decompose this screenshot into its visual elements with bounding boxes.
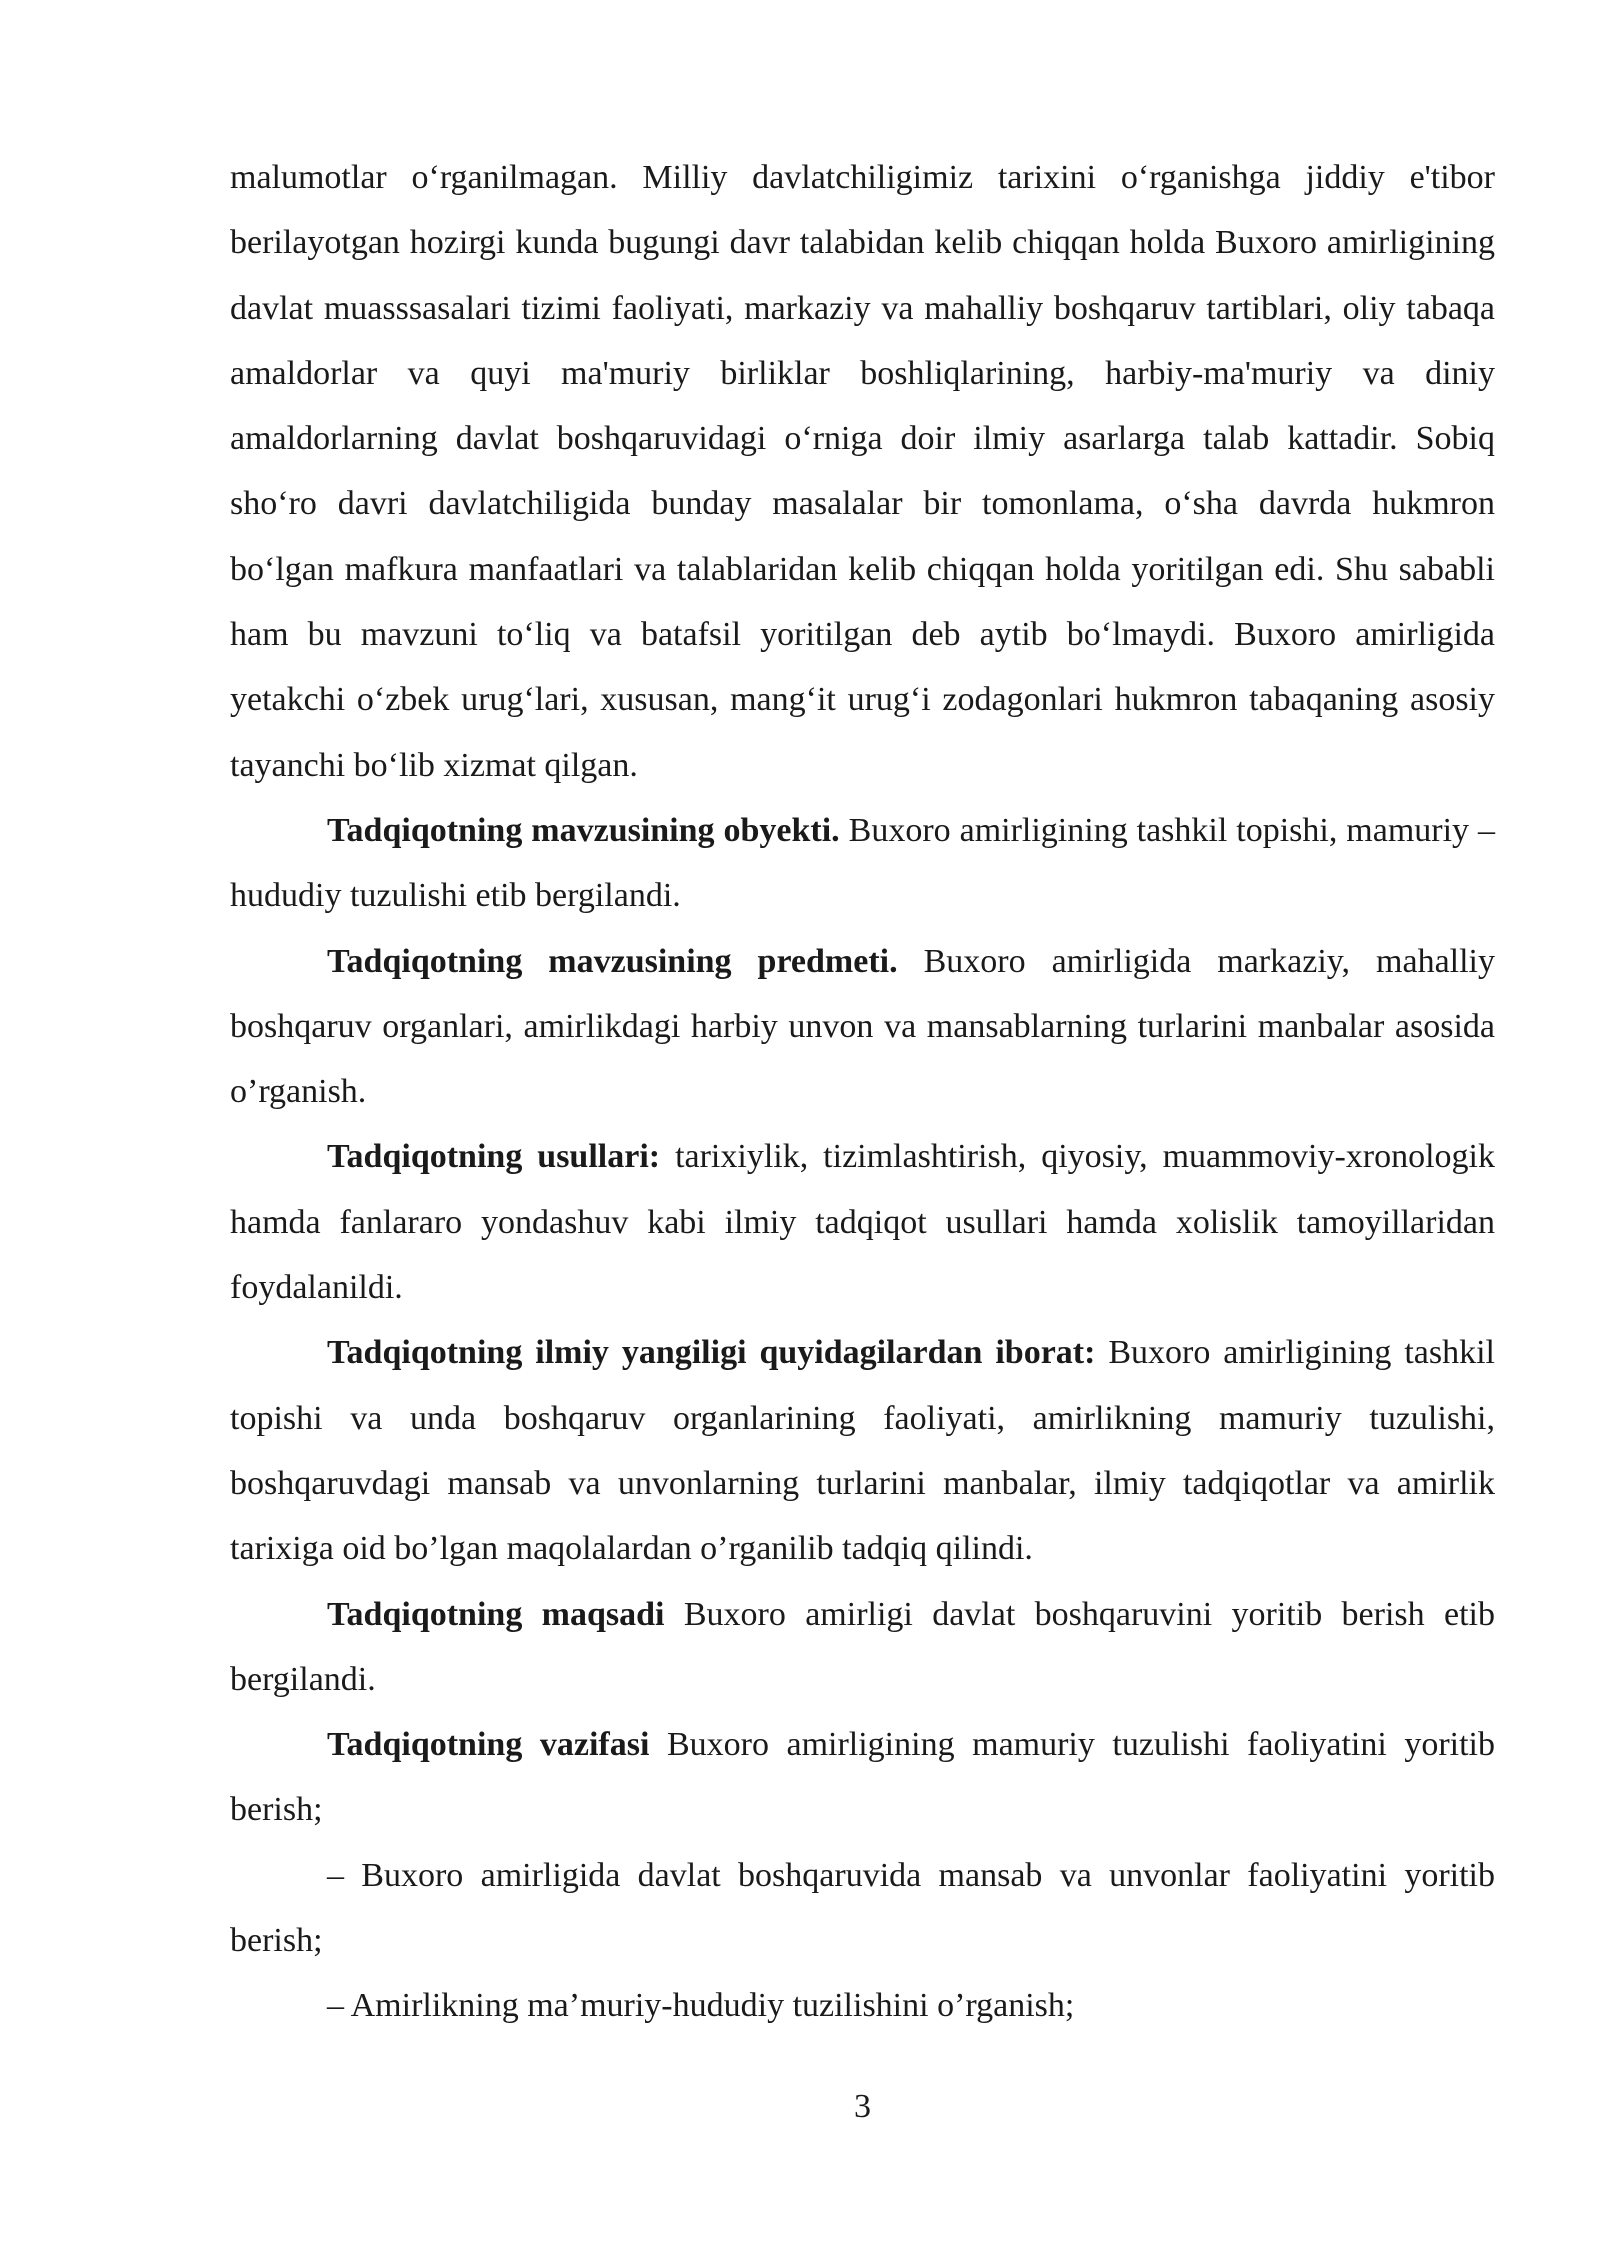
goal-heading: Tadqiqotning maqsadi — [327, 1595, 665, 1633]
task-paragraph — [230, 1712, 1495, 1843]
goal-paragraph — [230, 1582, 1495, 1713]
object-paragraph — [230, 798, 1495, 929]
novelty-paragraph — [230, 1320, 1495, 1581]
list-item: – Buxoro amirligida davlat boshqaruvida mansab va unvonlar faoliyatini yoritib berish; — [230, 1856, 1495, 1960]
methods-heading: Tadqiqotning usullari: — [327, 1138, 661, 1176]
page-number: 3 — [854, 2088, 871, 2125]
goal-text: Buxoro amirligi davlat boshqaruvini yoritib berish etib bergilandi. — [230, 1595, 1495, 1698]
subject-text: Buxoro amirligida markaziy, mahalliy boshqaruv organlari, amirlikdagi harbiy unvon va mansablarning turlarini manbalar asosida o’rganish. — [230, 942, 1495, 1111]
object-heading: Tadqiqotning mavzusining obyekti. — [327, 811, 840, 849]
document-body — [230, 145, 1495, 2039]
methods-paragraph — [230, 1124, 1495, 1320]
object-text: Buxoro amirligining tashkil topishi, mamuriy – hududiy tuzulishi etib bergilandi. — [230, 811, 1496, 915]
subject-heading: Tadqiqotning mavzusining predmeti. — [327, 942, 898, 980]
subject-paragraph — [230, 929, 1495, 1125]
novelty-heading: Tadqiqotning ilmiy yangiligi quyidagilardan iborat: — [327, 1334, 1096, 1372]
novelty-text: Buxoro amirligining tashkil topishi va unda boshqaruv organlarining faoliyati, amirlikning mamuriy tuzulishi, boshqaruvdagi mansab va unvonlarning turlarini manbalar, ilmiy tadqiqotlar va amirlik tarixiga oid bo’lgan maqolalardan o’rganilib tadqiq qilindi. — [230, 1334, 1495, 1568]
list-item: – Amirlikning ma’muriy-hududiy tuzilishini o’rganish; — [327, 1987, 1075, 2025]
task-heading: Tadqiqotning vazifasi — [327, 1726, 650, 1764]
intro-paragraph: malumotlar o‘rganilmagan. Milliy davlatchiligimiz tarixini o‘rganishga jiddiy e'tibor berilayotgan hozirgi kunda bugungi davr talabidan kelib chiqqan holda Buxoro amirligining davlat muasssasalari tizimi faoliyati, markaziy va mahalliy boshqaruv tartiblari, oliy tabaqa amaldorlar va quyi ma'muriy birliklar boshliqlarining, harbiy-ma'muriy va diniy amaldorlarning davlat boshqaruvidagi o‘rniga doir ilmiy asarlarga talab kattadir. Sobiq sho‘ro davri davlatchiligida bunday masalalar bir tomonlama, o‘sha davrda hukmron bo‘lgan mafkura manfaatlari va talablaridan kelib chiqqan holda yoritilgan edi. Shu sababli ham bu mavzuni to‘liq va batafsil yoritilgan deb aytib bo‘lmaydi. Buxoro amirligida yetakchi o‘zbek urug‘lari, xususan, mang‘it urug‘i zodagonlari hukmron tabaqaning asosiy tayanchi bo‘lib xizmat qilgan. — [230, 159, 1495, 784]
task-text: Buxoro amirligining mamuriy tuzulishi faoliyatini yoritib berish; — [230, 1726, 1495, 1829]
methods-text: tarixiylik, tizimlashtirish, qiyosiy, muammoviy-xronologik hamda fanlararo yondashuv kabi ilmiy tadqiqot usullari hamda xolislik tamoyillaridan foydalanildi. — [230, 1138, 1495, 1307]
